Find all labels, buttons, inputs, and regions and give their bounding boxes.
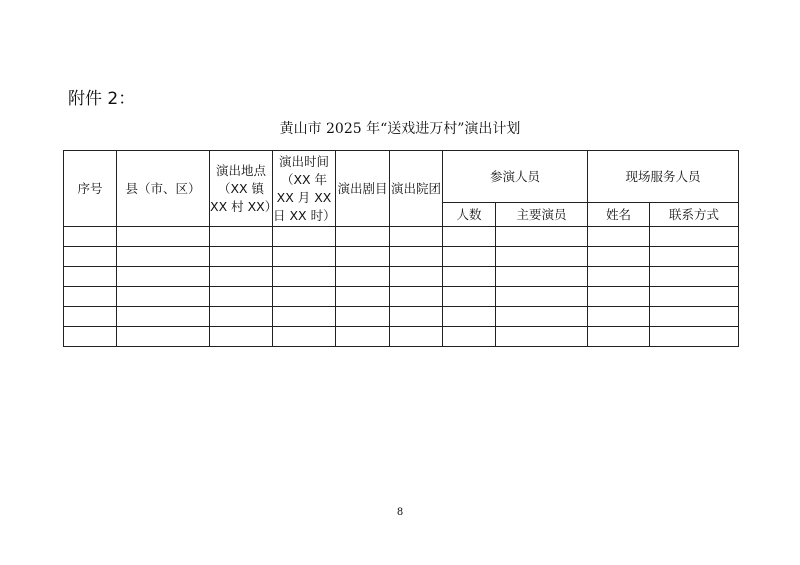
table-cell xyxy=(588,247,650,267)
table-cell xyxy=(117,227,210,247)
table-cell xyxy=(336,307,390,327)
table-cell xyxy=(336,327,390,347)
table-cell xyxy=(496,227,588,247)
table-cell xyxy=(210,267,273,287)
table-cell xyxy=(390,327,443,347)
table-cell xyxy=(336,247,390,267)
table-cell xyxy=(273,267,336,287)
table-cell xyxy=(496,307,588,327)
table-cell xyxy=(443,287,496,307)
table-cell xyxy=(210,287,273,307)
header-name: 姓名 xyxy=(588,203,650,227)
header-county: 县（市、区） xyxy=(117,151,210,227)
table-cell xyxy=(273,287,336,307)
table-cell xyxy=(210,247,273,267)
table-cell xyxy=(650,327,739,347)
table-cell xyxy=(588,307,650,327)
table-cell xyxy=(336,287,390,307)
table-cell xyxy=(273,307,336,327)
header-main-performers: 主要演员 xyxy=(496,203,588,227)
header-troupe: 演出院团 xyxy=(390,151,443,227)
header-location: 演出地点（XX 镇 XX 村 XX） xyxy=(210,151,273,227)
page-number: 8 xyxy=(396,507,404,518)
table-row xyxy=(64,267,739,287)
table-cell xyxy=(273,247,336,267)
table-body xyxy=(64,227,739,347)
table-row xyxy=(64,287,739,307)
table-cell xyxy=(390,247,443,267)
table-cell xyxy=(443,327,496,347)
table-row xyxy=(64,227,739,247)
table-cell xyxy=(117,327,210,347)
table-cell xyxy=(210,227,273,247)
attachment-label: 附件 2： xyxy=(68,89,136,109)
table-cell xyxy=(588,267,650,287)
table-cell xyxy=(650,227,739,247)
table-cell xyxy=(390,267,443,287)
header-performers-group: 参演人员 xyxy=(443,151,588,203)
table-cell xyxy=(64,307,117,327)
table-cell xyxy=(443,247,496,267)
table-cell xyxy=(650,247,739,267)
table-cell xyxy=(210,327,273,347)
table-cell xyxy=(64,267,117,287)
table-cell xyxy=(336,267,390,287)
table-cell xyxy=(496,287,588,307)
table-row xyxy=(64,307,739,327)
header-onsite-staff-group: 现场服务人员 xyxy=(588,151,739,203)
table-cell xyxy=(390,287,443,307)
table-cell xyxy=(117,267,210,287)
table-row xyxy=(64,247,739,267)
table-cell xyxy=(390,307,443,327)
table-cell xyxy=(588,327,650,347)
table-cell xyxy=(210,307,273,327)
table-cell xyxy=(650,307,739,327)
table-cell xyxy=(273,327,336,347)
table-cell xyxy=(588,227,650,247)
table-cell xyxy=(64,287,117,307)
table-cell xyxy=(443,227,496,247)
table-cell xyxy=(64,327,117,347)
page-title: 黄山市 2025 年“送戏进万村”演出计划 xyxy=(279,121,521,137)
table-cell xyxy=(496,247,588,267)
table-cell xyxy=(496,327,588,347)
table-row xyxy=(64,327,739,347)
table-cell xyxy=(273,227,336,247)
table-cell xyxy=(650,267,739,287)
performance-plan-table xyxy=(63,150,739,347)
table-cell xyxy=(390,227,443,247)
table-cell xyxy=(650,287,739,307)
header-seq: 序号 xyxy=(64,151,117,227)
table-cell xyxy=(443,307,496,327)
header-program: 演出剧目 xyxy=(336,151,390,227)
table-cell xyxy=(336,227,390,247)
table-cell xyxy=(64,247,117,267)
header-time: 演出时间（XX 年 XX 月 XX 日 XX 时） xyxy=(273,151,336,227)
table-cell xyxy=(64,227,117,247)
table-cell xyxy=(117,307,210,327)
table-cell xyxy=(443,267,496,287)
header-row-primary xyxy=(64,151,739,203)
table-cell xyxy=(496,267,588,287)
table-cell xyxy=(588,287,650,307)
header-contact: 联系方式 xyxy=(650,203,739,227)
header-headcount: 人数 xyxy=(443,203,496,227)
table-cell xyxy=(117,247,210,267)
table-cell xyxy=(117,287,210,307)
